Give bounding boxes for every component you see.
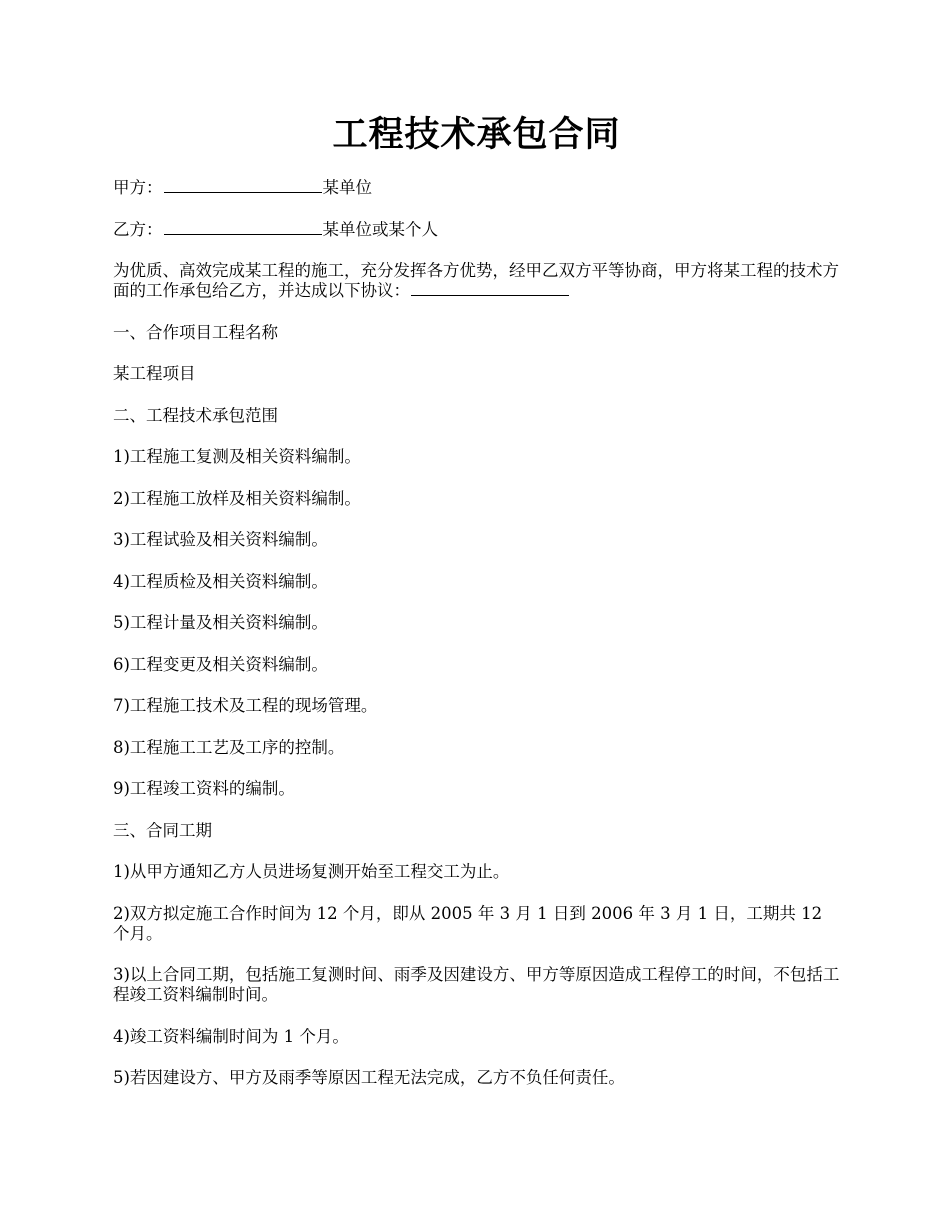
section-item: 4)竣工资料编制时间为 1 个月。 [113, 1026, 349, 1046]
party-b-label: 乙方： [113, 219, 163, 239]
party-b-blank [164, 220, 322, 235]
section-heading: 三、合同工期 [113, 820, 212, 840]
section-item: 5)若因建设方、甲方及雨季等原因工程无法完成，乙方不负任何责任。 [113, 1068, 625, 1087]
intro-blank [411, 281, 569, 296]
section-item: 4)工程质检及相关资料编制。 [113, 571, 328, 591]
party-b-line [113, 220, 840, 240]
party-b-value: 某单位或某个人 [322, 219, 438, 239]
party-a-line [113, 178, 840, 198]
document-page [113, 110, 840, 1110]
intro-text: 为优质、高效完成某工程的施工，充分发挥各方优势，经甲乙双方平等协商，甲方将某工程的技术方面的工作承包给乙方，并达成以下协议： [113, 261, 839, 300]
section-item: 1)从甲方通知乙方人员进场复测开始至工程交工为止。 [113, 862, 510, 881]
intro-paragraph [113, 261, 840, 301]
section-item: 7)工程施工技术及工程的现场管理。 [113, 696, 378, 715]
party-a-blank [164, 178, 322, 193]
party-a-value: 某单位 [322, 178, 372, 197]
section-item: 5)工程计量及相关资料编制。 [113, 613, 328, 632]
section-item: 6)工程变更及相关资料编制。 [113, 654, 328, 674]
section-item: 2)工程施工放样及相关资料编制。 [113, 488, 361, 508]
section-item: 3)以上合同工期，包括施工复测时间、雨季及因建设方、甲方等原因造成工程停工的时间，不包括工程竣工资料编制时间。 [113, 965, 840, 1004]
section-item: 3)工程试验及相关资料编制。 [113, 530, 328, 549]
section-item: 8)工程施工工艺及工序的控制。 [113, 737, 345, 757]
section-item: 2)双方拟定施工合作时间为 12 个月，即从 2005 年 3 月 1 日到 2006 年 3 月 1 日，工期共 12 个月。 [113, 903, 823, 943]
section-item: 1)工程施工复测及相关资料编制。 [113, 447, 361, 466]
section-heading: 二、工程技术承包范围 [113, 405, 278, 425]
document-title: 工程技术承包合同 [332, 114, 621, 155]
section-heading: 一、合作项目工程名称 [113, 322, 278, 342]
party-a-label: 甲方： [113, 178, 163, 197]
section-item: 9)工程竣工资料的编制。 [113, 779, 295, 798]
section-item: 某工程项目 [113, 364, 196, 383]
